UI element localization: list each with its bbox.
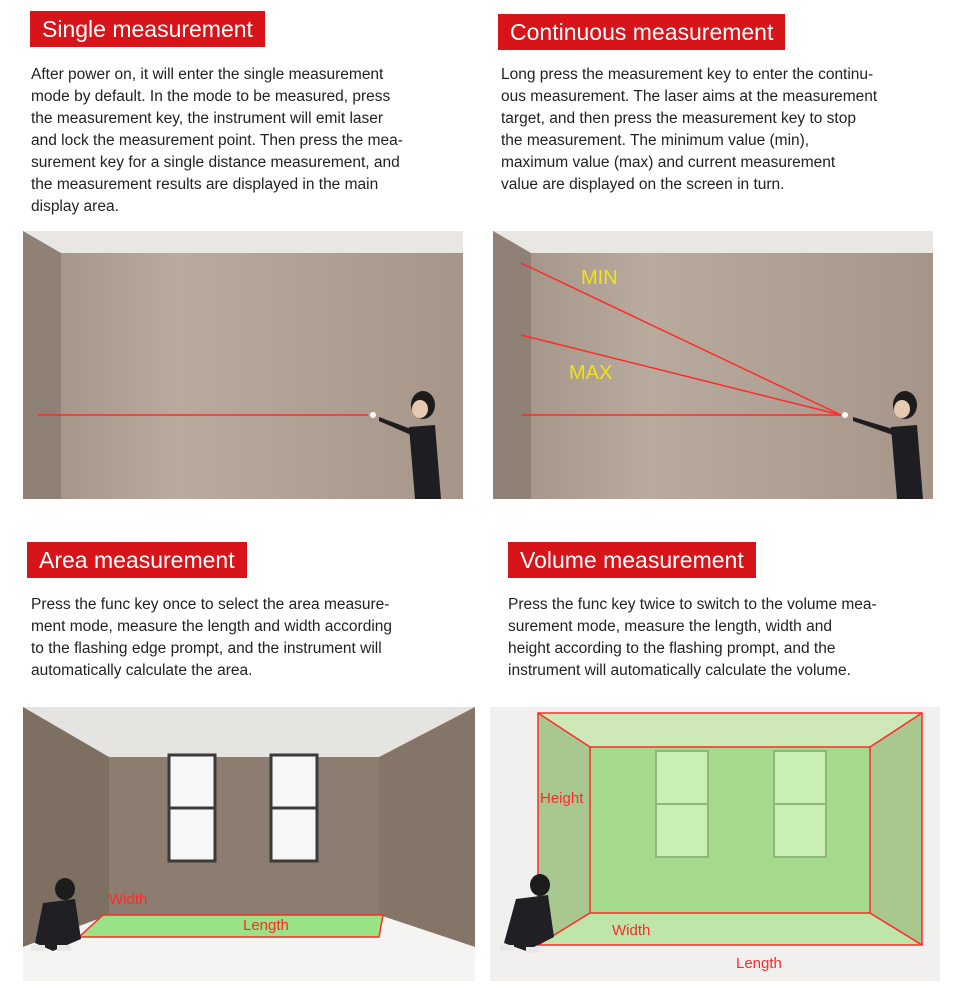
text-line: Long press the measurement key to enter the continu- [501, 66, 874, 83]
text-line: automatically calculate the area. [31, 662, 253, 679]
min-label: MIN [581, 267, 618, 289]
text-line: mode by default. In the mode to be measured, press [31, 88, 391, 105]
height-label: Height [540, 790, 584, 807]
text-line: and lock the measurement point. Then press the mea- [31, 132, 403, 149]
text-line: the measurement results are displayed in the main [31, 176, 379, 193]
text-line: the measurement key, the instrument will emit laser [31, 110, 384, 127]
text-line: to the flashing edge prompt, and the instrument will [31, 640, 382, 657]
text-line: height according to the flashing prompt, and the [508, 640, 836, 657]
width-label: Width [109, 891, 148, 908]
area-measurement-heading: Area measurement [27, 542, 247, 578]
text-line: display area. [31, 198, 119, 215]
continuous-measurement-description [501, 64, 941, 196]
text-line: value are displayed on the screen in turn. [501, 176, 785, 193]
text-line: instrument will automatically calculate the volume. [508, 662, 851, 679]
single-measurement-description [31, 64, 471, 218]
text-line: After power on, it will enter the single measurement [31, 66, 384, 83]
max-label: MAX [569, 362, 613, 384]
text-line: ous measurement. The laser aims at the measurement [501, 88, 878, 105]
text-line: maximum value (max) and current measurement [501, 154, 836, 171]
text-line: ment mode, measure the length and width according [31, 618, 393, 635]
length-label: Length [736, 955, 782, 972]
width-label: Width [612, 922, 651, 939]
text-line: Press the func key once to select the area measure- [31, 596, 390, 613]
text-line: surement mode, measure the length, width and [508, 618, 832, 635]
volume-measurement-description [508, 594, 948, 682]
text-line: Press the func key twice to switch to the volume mea- [508, 596, 877, 613]
text-line: surement key for a single distance measurement, and [31, 154, 400, 171]
text-line: target, and then press the measurement key to stop [501, 110, 856, 127]
area-measurement-description [31, 594, 471, 682]
area-measurement-photo [23, 707, 475, 981]
continuous-measurement-photo [493, 231, 933, 499]
single-measurement-photo [23, 231, 463, 499]
continuous-measurement-heading: Continuous measurement [498, 14, 785, 50]
length-label: Length [243, 917, 289, 934]
single-measurement-heading: Single measurement [30, 11, 265, 47]
text-line: the measurement. The minimum value (min), [501, 132, 810, 149]
volume-measurement-photo [490, 707, 940, 981]
volume-measurement-heading: Volume measurement [508, 542, 756, 578]
